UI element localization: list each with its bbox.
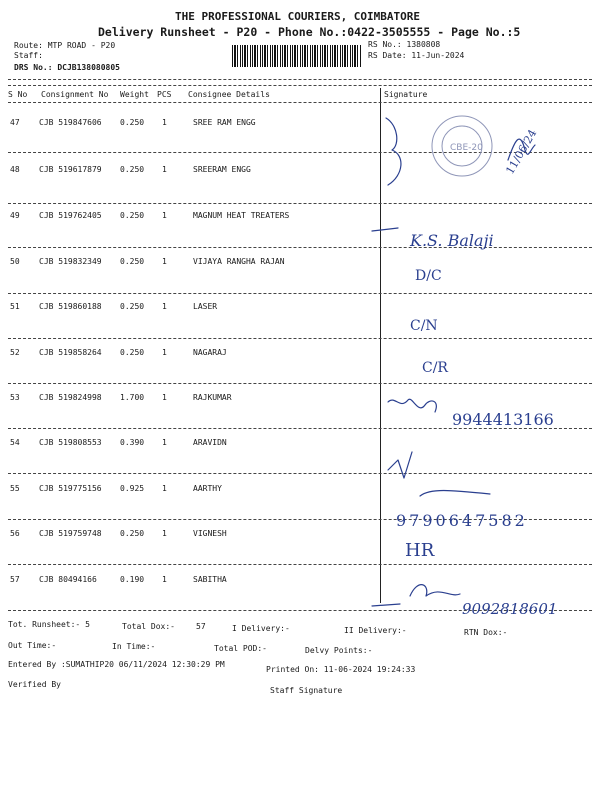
row-sno: 50 — [10, 257, 20, 266]
row-weight: 0.925 — [120, 484, 145, 493]
col-pcs: PCS — [157, 90, 172, 99]
row54-signature — [388, 452, 412, 478]
row-consignment: CJB 519617879 — [39, 165, 102, 174]
row-weight: 0.250 — [120, 165, 145, 174]
row53-signature — [388, 399, 436, 412]
row-pcs: 1 — [162, 393, 167, 402]
row-sno: 56 — [10, 529, 20, 538]
dash-stroke — [372, 604, 400, 606]
row-pcs: 1 — [162, 575, 167, 584]
row-consignment: CJB 519808553 — [39, 438, 102, 447]
row-sno: 47 — [10, 118, 20, 127]
row-consignment: CJB 519775156 — [39, 484, 102, 493]
row57-signature — [410, 585, 460, 596]
row-consignee: RAJKUMAR — [193, 393, 232, 402]
row53-phone: 9944413166 — [452, 410, 554, 429]
col-signature: Signature — [384, 90, 428, 99]
dash-stroke — [372, 228, 398, 231]
row-consignee: SREERAM ENGG — [193, 165, 251, 174]
row-sno: 51 — [10, 302, 20, 311]
row-consignment: CJB 519832349 — [39, 257, 102, 266]
row-consignee: NAGARAJ — [193, 348, 227, 357]
row-consignee: ARAVIDN — [193, 438, 227, 447]
row-pcs: 1 — [162, 211, 167, 220]
ii-delivery: II Delivery:- — [344, 626, 407, 635]
total-dox-value: 57 — [196, 622, 206, 631]
row57-phone: 9092818601 — [462, 600, 558, 618]
row-consignment: CJB 80494166 — [39, 575, 97, 584]
col-consignee: Consignee Details — [188, 90, 270, 99]
row-weight: 0.390 — [120, 438, 145, 447]
route-label: Route: MTP ROAD - P20 — [14, 41, 116, 50]
row-consignment: CJB 519762405 — [39, 211, 102, 220]
row-sno: 57 — [10, 575, 20, 584]
row-pcs: 1 — [162, 348, 167, 357]
row-weight: 0.250 — [120, 211, 145, 220]
row-sno: 55 — [10, 484, 20, 493]
row-consignment: CJB 519860188 — [39, 302, 102, 311]
out-time: Out Time:- — [8, 641, 57, 650]
company-name: THE PROFESSIONAL COURIERS, COIMBATORE — [175, 10, 421, 23]
in-time: In Time:- — [112, 642, 156, 651]
row47-date: 11/06/24 — [503, 127, 540, 177]
staff-signature: Staff Signature — [270, 686, 343, 695]
row55-signature — [420, 491, 490, 497]
row-weight: 0.250 — [120, 118, 145, 127]
row-consignee: VIJAYA RANGHA RAJAN — [193, 257, 285, 266]
brace-mark — [386, 118, 401, 185]
row-pcs: 1 — [162, 257, 167, 266]
row-pcs: 1 — [162, 118, 167, 127]
tot-runsheet: Tot. Runsheet:- 5 — [8, 620, 90, 629]
row51-note: C/N — [410, 318, 438, 334]
row55-phone: 9790647582 — [396, 511, 528, 530]
row-sno: 52 — [10, 348, 20, 357]
i-delivery: I Delivery:- — [232, 624, 290, 633]
row-consignee: SREE RAM ENGG — [193, 118, 256, 127]
staff-label: Staff: — [14, 51, 43, 60]
svg-text:CBE-20: CBE-20 — [450, 143, 483, 153]
row56-note: HR — [405, 540, 435, 561]
row-sno: 49 — [10, 211, 20, 220]
row-pcs: 1 — [162, 302, 167, 311]
printed-on: Printed On: 11-06-2024 19:24:33 — [266, 665, 416, 674]
row-consignee: MAGNUM HEAT TREATERS — [193, 211, 290, 220]
row-pcs: 1 — [162, 438, 167, 447]
rtn-dox: RTN Dox:- — [464, 628, 508, 637]
delvy-points: Delvy Points:- — [305, 646, 373, 655]
row-consignment: CJB 519858264 — [39, 348, 102, 357]
col-weight: Weight — [120, 90, 149, 99]
row-consignee: SABITHA — [193, 575, 227, 584]
rs-number: RS No.: 1380808 — [368, 40, 441, 49]
row-weight: 0.250 — [120, 302, 145, 311]
rs-date: RS Date: 11-Jun-2024 — [368, 51, 465, 60]
col-consignment: Consignment No — [41, 90, 109, 99]
row-weight: 1.700 — [120, 393, 145, 402]
row-pcs: 1 — [162, 484, 167, 493]
row-consignee: AARTHY — [193, 484, 222, 493]
row-weight: 0.190 — [120, 575, 145, 584]
row-consignee: VIGNESH — [193, 529, 227, 538]
verified-by: Verified By — [8, 680, 61, 689]
row-pcs: 1 — [162, 165, 167, 174]
delivery-stamp — [432, 116, 492, 176]
row-sno: 53 — [10, 393, 20, 402]
total-dox-label: Total Dox:- — [122, 622, 175, 631]
drs-number: DRS No.: DCJB138080805 — [14, 63, 120, 72]
col-sno: S No — [8, 90, 28, 99]
row-consignee: LASER — [193, 302, 218, 311]
row50-note: D/C — [415, 268, 442, 284]
row-weight: 0.250 — [120, 257, 145, 266]
row52-note: C/R — [422, 360, 448, 376]
row-weight: 0.250 — [120, 529, 145, 538]
total-pod: Total POD:- — [214, 644, 267, 653]
row-consignment: CJB 519847606 — [39, 118, 102, 127]
row-weight: 0.250 — [120, 348, 145, 357]
row-pcs: 1 — [162, 529, 167, 538]
entered-by: Entered By :SUMATHIP20 06/11/2024 12:30:29 PM — [8, 660, 225, 669]
row49-name: K.S. Balaji — [410, 231, 494, 250]
runsheet-title: Delivery Runsheet - P20 - Phone No.:0422-3505555 - Page No.:5 — [98, 25, 521, 39]
row-consignment: CJB 519824998 — [39, 393, 102, 402]
row-sno: 48 — [10, 165, 20, 174]
row-sno: 54 — [10, 438, 20, 447]
row-consignment: CJB 519759748 — [39, 529, 102, 538]
